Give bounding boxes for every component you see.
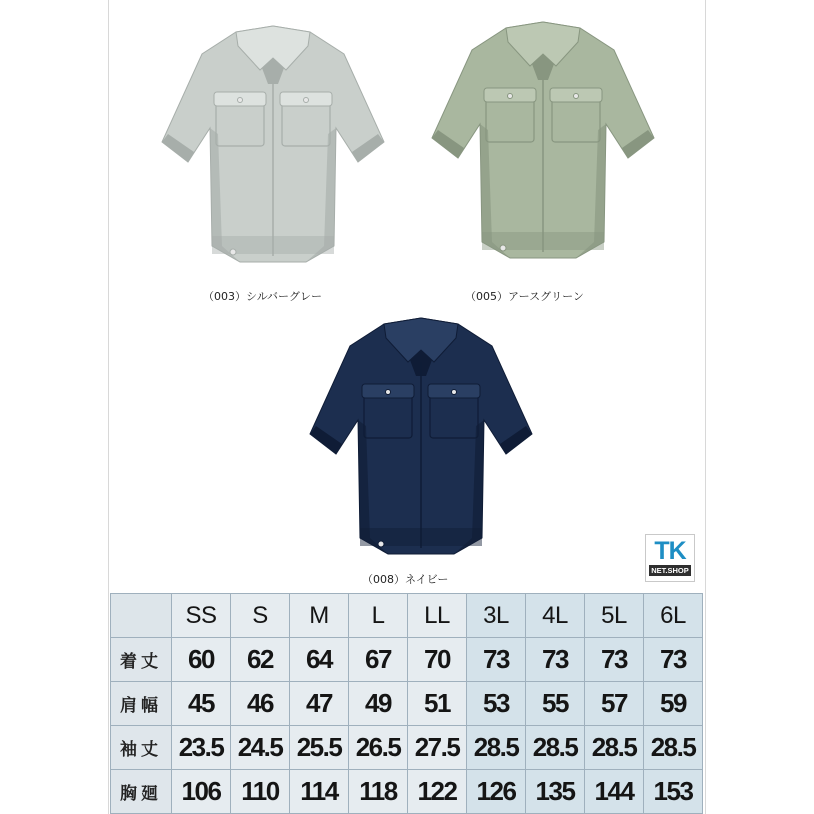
size-cell: 118 — [349, 770, 408, 814]
size-row-length — [111, 638, 703, 682]
size-header-cell: 5L — [585, 594, 644, 638]
size-header-cell: S — [231, 594, 290, 638]
row-label: 肩幅 — [111, 682, 172, 726]
size-header-cell: L — [349, 594, 408, 638]
size-cell: 62 — [231, 638, 290, 682]
size-cell: 64 — [290, 638, 349, 682]
size-cell: 49 — [349, 682, 408, 726]
row-label: 胸廻 — [111, 770, 172, 814]
logo-tk-text: TK — [654, 537, 686, 565]
size-row-sleeve — [111, 726, 703, 770]
size-cell: 28.5 — [585, 726, 644, 770]
jacket-image-earth-green — [428, 20, 658, 264]
size-cell: 57 — [585, 682, 644, 726]
jacket-image-silver-grey — [158, 24, 388, 268]
size-cell: 24.5 — [231, 726, 290, 770]
size-row-shoulder — [111, 682, 703, 726]
size-cell: 46 — [231, 682, 290, 726]
size-cell: 28.5 — [526, 726, 585, 770]
size-cell: 26.5 — [349, 726, 408, 770]
row-label: 着丈 — [111, 638, 172, 682]
caption-navy: （008）ネイビー — [362, 573, 449, 586]
size-cell: 47 — [290, 682, 349, 726]
size-cell: 73 — [585, 638, 644, 682]
size-cell: 23.5 — [172, 726, 231, 770]
caption-silver-grey: （003）シルバーグレー — [203, 290, 322, 303]
size-cell: 110 — [231, 770, 290, 814]
size-header-cell: 6L — [644, 594, 703, 638]
size-row-chest — [111, 770, 703, 814]
size-cell: 27.5 — [408, 726, 467, 770]
size-header-cell: SS — [172, 594, 231, 638]
size-cell: 51 — [408, 682, 467, 726]
jacket-image-navy — [306, 316, 536, 560]
size-cell: 73 — [526, 638, 585, 682]
size-header-row — [111, 594, 703, 638]
size-cell: 55 — [526, 682, 585, 726]
size-header-cell: LL — [408, 594, 467, 638]
size-cell: 28.5 — [644, 726, 703, 770]
size-cell: 153 — [644, 770, 703, 814]
logo-netshop-text: NET.SHOP — [649, 565, 691, 576]
size-chart-table — [110, 593, 703, 814]
size-header-cell: M — [290, 594, 349, 638]
size-header-cell: 4L — [526, 594, 585, 638]
size-cell: 73 — [644, 638, 703, 682]
size-cell: 67 — [349, 638, 408, 682]
size-header-corner — [111, 594, 172, 638]
size-cell: 144 — [585, 770, 644, 814]
caption-earth-green: （005）アースグリーン — [465, 290, 584, 303]
tk-netshop-logo — [645, 534, 695, 582]
size-cell: 135 — [526, 770, 585, 814]
size-cell: 45 — [172, 682, 231, 726]
size-cell: 28.5 — [467, 726, 526, 770]
row-label: 袖丈 — [111, 726, 172, 770]
size-cell: 60 — [172, 638, 231, 682]
size-cell: 126 — [467, 770, 526, 814]
size-cell: 70 — [408, 638, 467, 682]
size-header-cell: 3L — [467, 594, 526, 638]
size-cell: 53 — [467, 682, 526, 726]
size-cell: 114 — [290, 770, 349, 814]
size-cell: 59 — [644, 682, 703, 726]
size-cell: 25.5 — [290, 726, 349, 770]
size-cell: 106 — [172, 770, 231, 814]
size-cell: 73 — [467, 638, 526, 682]
size-cell: 122 — [408, 770, 467, 814]
